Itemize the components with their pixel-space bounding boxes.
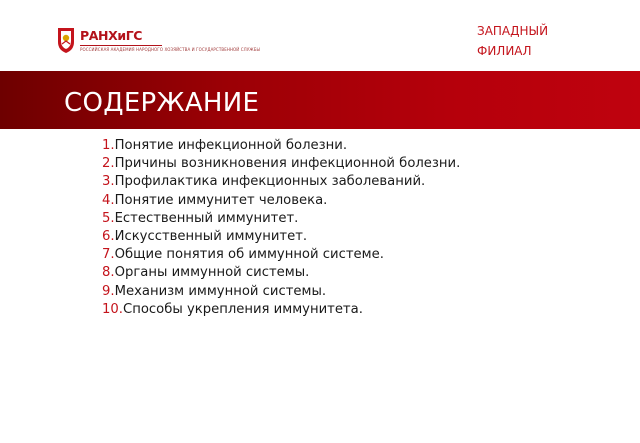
- contents-item-number: 10.: [102, 301, 123, 317]
- contents-item-text: Естественный иммунитет.: [114, 210, 299, 226]
- contents-item-number: 6.: [102, 229, 115, 245]
- contents-item-number: 1.: [102, 138, 115, 153]
- contents-item-text: Причины возникновения инфекционной болезни.: [114, 156, 461, 172]
- contents-item-text: Понятие иммунитет человека.: [114, 192, 328, 208]
- contents-item-number: 5.: [102, 210, 115, 226]
- contents-item: [102, 210, 460, 228]
- contents-item-text: Механизм иммунной системы.: [114, 283, 327, 299]
- contents-item-number: 4.: [102, 192, 115, 208]
- contents-item: [102, 192, 460, 210]
- contents-item-number: 2.: [102, 156, 115, 172]
- contents-item-text: Органы иммунной системы.: [114, 265, 310, 281]
- contents-item-text: Искусственный иммунитет.: [114, 229, 308, 245]
- contents-item: [102, 246, 460, 264]
- contents-item-number: 8.: [102, 265, 115, 281]
- logo: [56, 26, 260, 54]
- contents-item-text: Общие понятия об иммунной системе.: [114, 247, 384, 263]
- logo-subtitle: РОССИЙСКАЯ АКАДЕМИЯ НАРОДНОГО ХОЗЯЙСТВА И ГОСУДАРСТВЕННОЙ СЛУЖБЫ: [80, 46, 261, 52]
- contents-item: [102, 173, 460, 191]
- branch-line-2: ФИЛИАЛ: [477, 44, 532, 58]
- contents-item: [102, 264, 460, 282]
- branch-label: [477, 21, 587, 61]
- slide-title: СОДЕРЖАНИЕ: [64, 88, 260, 118]
- contents-item-number: 3.: [102, 174, 115, 190]
- contents-item: [102, 301, 460, 319]
- contents-item: [102, 155, 460, 173]
- branch-line-1: ЗАПАДНЫЙ: [477, 24, 549, 38]
- contents-item-number: 7.: [102, 247, 115, 263]
- crest-icon: [56, 26, 76, 54]
- contents-list: [102, 137, 460, 319]
- contents-item: [102, 283, 460, 301]
- logo-name: РАНХиГС: [80, 27, 143, 43]
- logo-text: [80, 29, 260, 52]
- contents-item: [102, 137, 460, 155]
- contents-item-text: Профилактика инфекционных заболеваний.: [114, 174, 426, 190]
- contents-item-text: Способы укрепления иммунитета.: [122, 301, 363, 317]
- contents-item: [102, 228, 460, 246]
- contents-item-text: Понятие инфекционной болезни.: [114, 138, 348, 153]
- logo-divider: [80, 45, 162, 46]
- contents-item-number: 9.: [102, 283, 115, 299]
